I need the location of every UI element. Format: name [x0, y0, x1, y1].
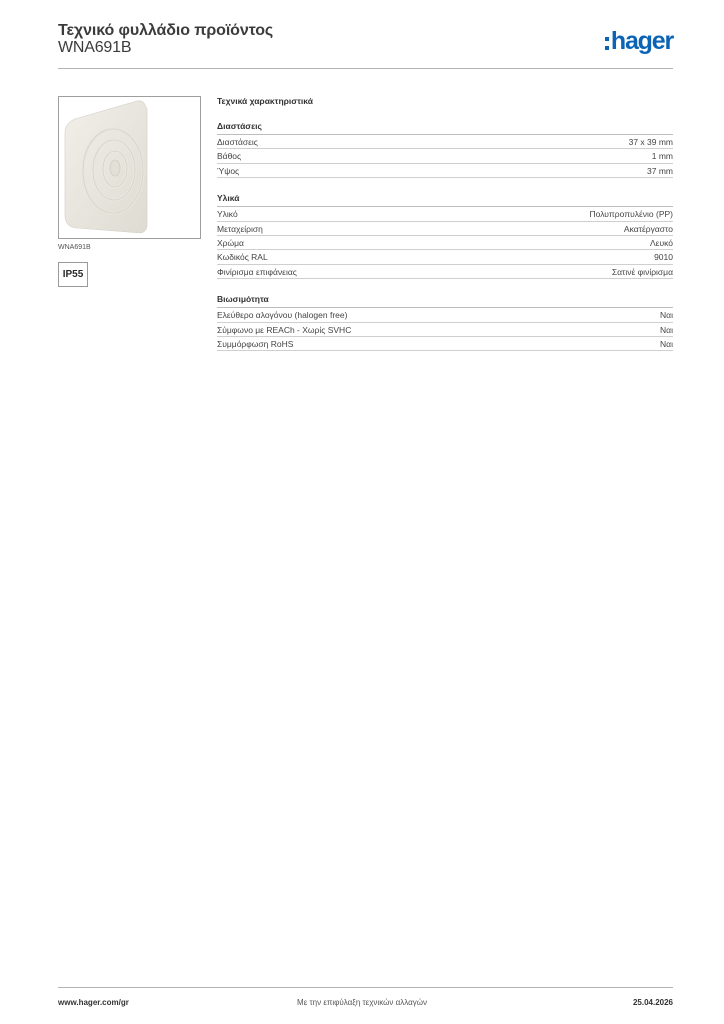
spec-value: Σατινέ φινίρισμα — [611, 266, 673, 277]
specs-title: Τεχνικά χαρακτηριστικά — [217, 96, 313, 106]
spec-row — [217, 149, 673, 163]
spec-value: Πολυπροπυλένιο (PP) — [589, 209, 673, 220]
spec-row — [217, 337, 673, 351]
spec-row — [217, 164, 673, 178]
spec-row — [217, 250, 673, 264]
spec-row — [217, 222, 673, 236]
section-title-materials: Υλικά — [217, 193, 673, 207]
spec-value: Λευκό — [650, 237, 673, 248]
technical-specs — [217, 96, 673, 351]
section-title-dimensions: Διαστάσεις — [217, 121, 673, 135]
spec-value: 37 x 39 mm — [628, 137, 673, 147]
spec-label: Σύμφωνο με REACh - Χωρίς SVHC — [217, 324, 352, 335]
spec-value: 9010 — [654, 252, 673, 263]
spec-value: 37 mm — [647, 165, 673, 176]
footer-divider — [58, 987, 673, 988]
footer-date: 25.04.2026 — [632, 998, 673, 1007]
document-header — [58, 20, 673, 68]
spec-label: Μεταχείριση — [217, 223, 263, 234]
spec-label: Υλικό — [217, 209, 238, 220]
spec-label: Βάθος — [217, 151, 242, 162]
product-photo — [58, 96, 201, 239]
spec-row — [217, 236, 673, 250]
spec-label: Συμμόρφωση RoHS — [217, 338, 294, 349]
logo-text: hager — [610, 27, 673, 55]
hager-logo — [605, 28, 673, 58]
logo-dots-icon — [605, 37, 609, 50]
spec-label: Φινίρισμα επιφάνειας — [217, 266, 297, 277]
spec-label: Διαστάσεις — [217, 137, 258, 147]
spec-value: Ακατέργαστο — [623, 223, 673, 234]
footer-disclaimer: Με την επιφύλαξη τεχνικών αλλαγών — [297, 998, 427, 1007]
spec-label: Κωδικός RAL — [217, 252, 268, 263]
spec-row — [217, 207, 673, 221]
ip-rating-badge: IP55 — [58, 262, 88, 287]
cover-plate-image — [59, 97, 200, 238]
product-code: WNA691B — [58, 39, 132, 56]
product-photo-caption: WNA691B — [58, 244, 91, 251]
spec-row — [217, 265, 673, 279]
spec-value: Ναι — [660, 338, 673, 349]
spec-row — [217, 308, 673, 322]
footer-website-link[interactable]: www.hager.com/gr — [58, 998, 129, 1007]
spec-label: Ύψος — [217, 165, 240, 176]
spec-value: Ναι — [660, 310, 673, 321]
spec-label: Ελεύθερο αλογόνου (halogen free) — [217, 310, 348, 321]
spec-row — [217, 135, 673, 149]
spec-value: 1 mm — [651, 151, 673, 162]
section-title-sustainability: Βιωσιμότητα — [217, 294, 673, 308]
spec-value: Ναι — [660, 324, 673, 335]
document-title: Τεχνικό φυλλάδιο προϊόντος — [58, 22, 274, 39]
header-divider — [58, 68, 673, 69]
spec-row — [217, 323, 673, 337]
spec-label: Χρώμα — [217, 237, 244, 248]
